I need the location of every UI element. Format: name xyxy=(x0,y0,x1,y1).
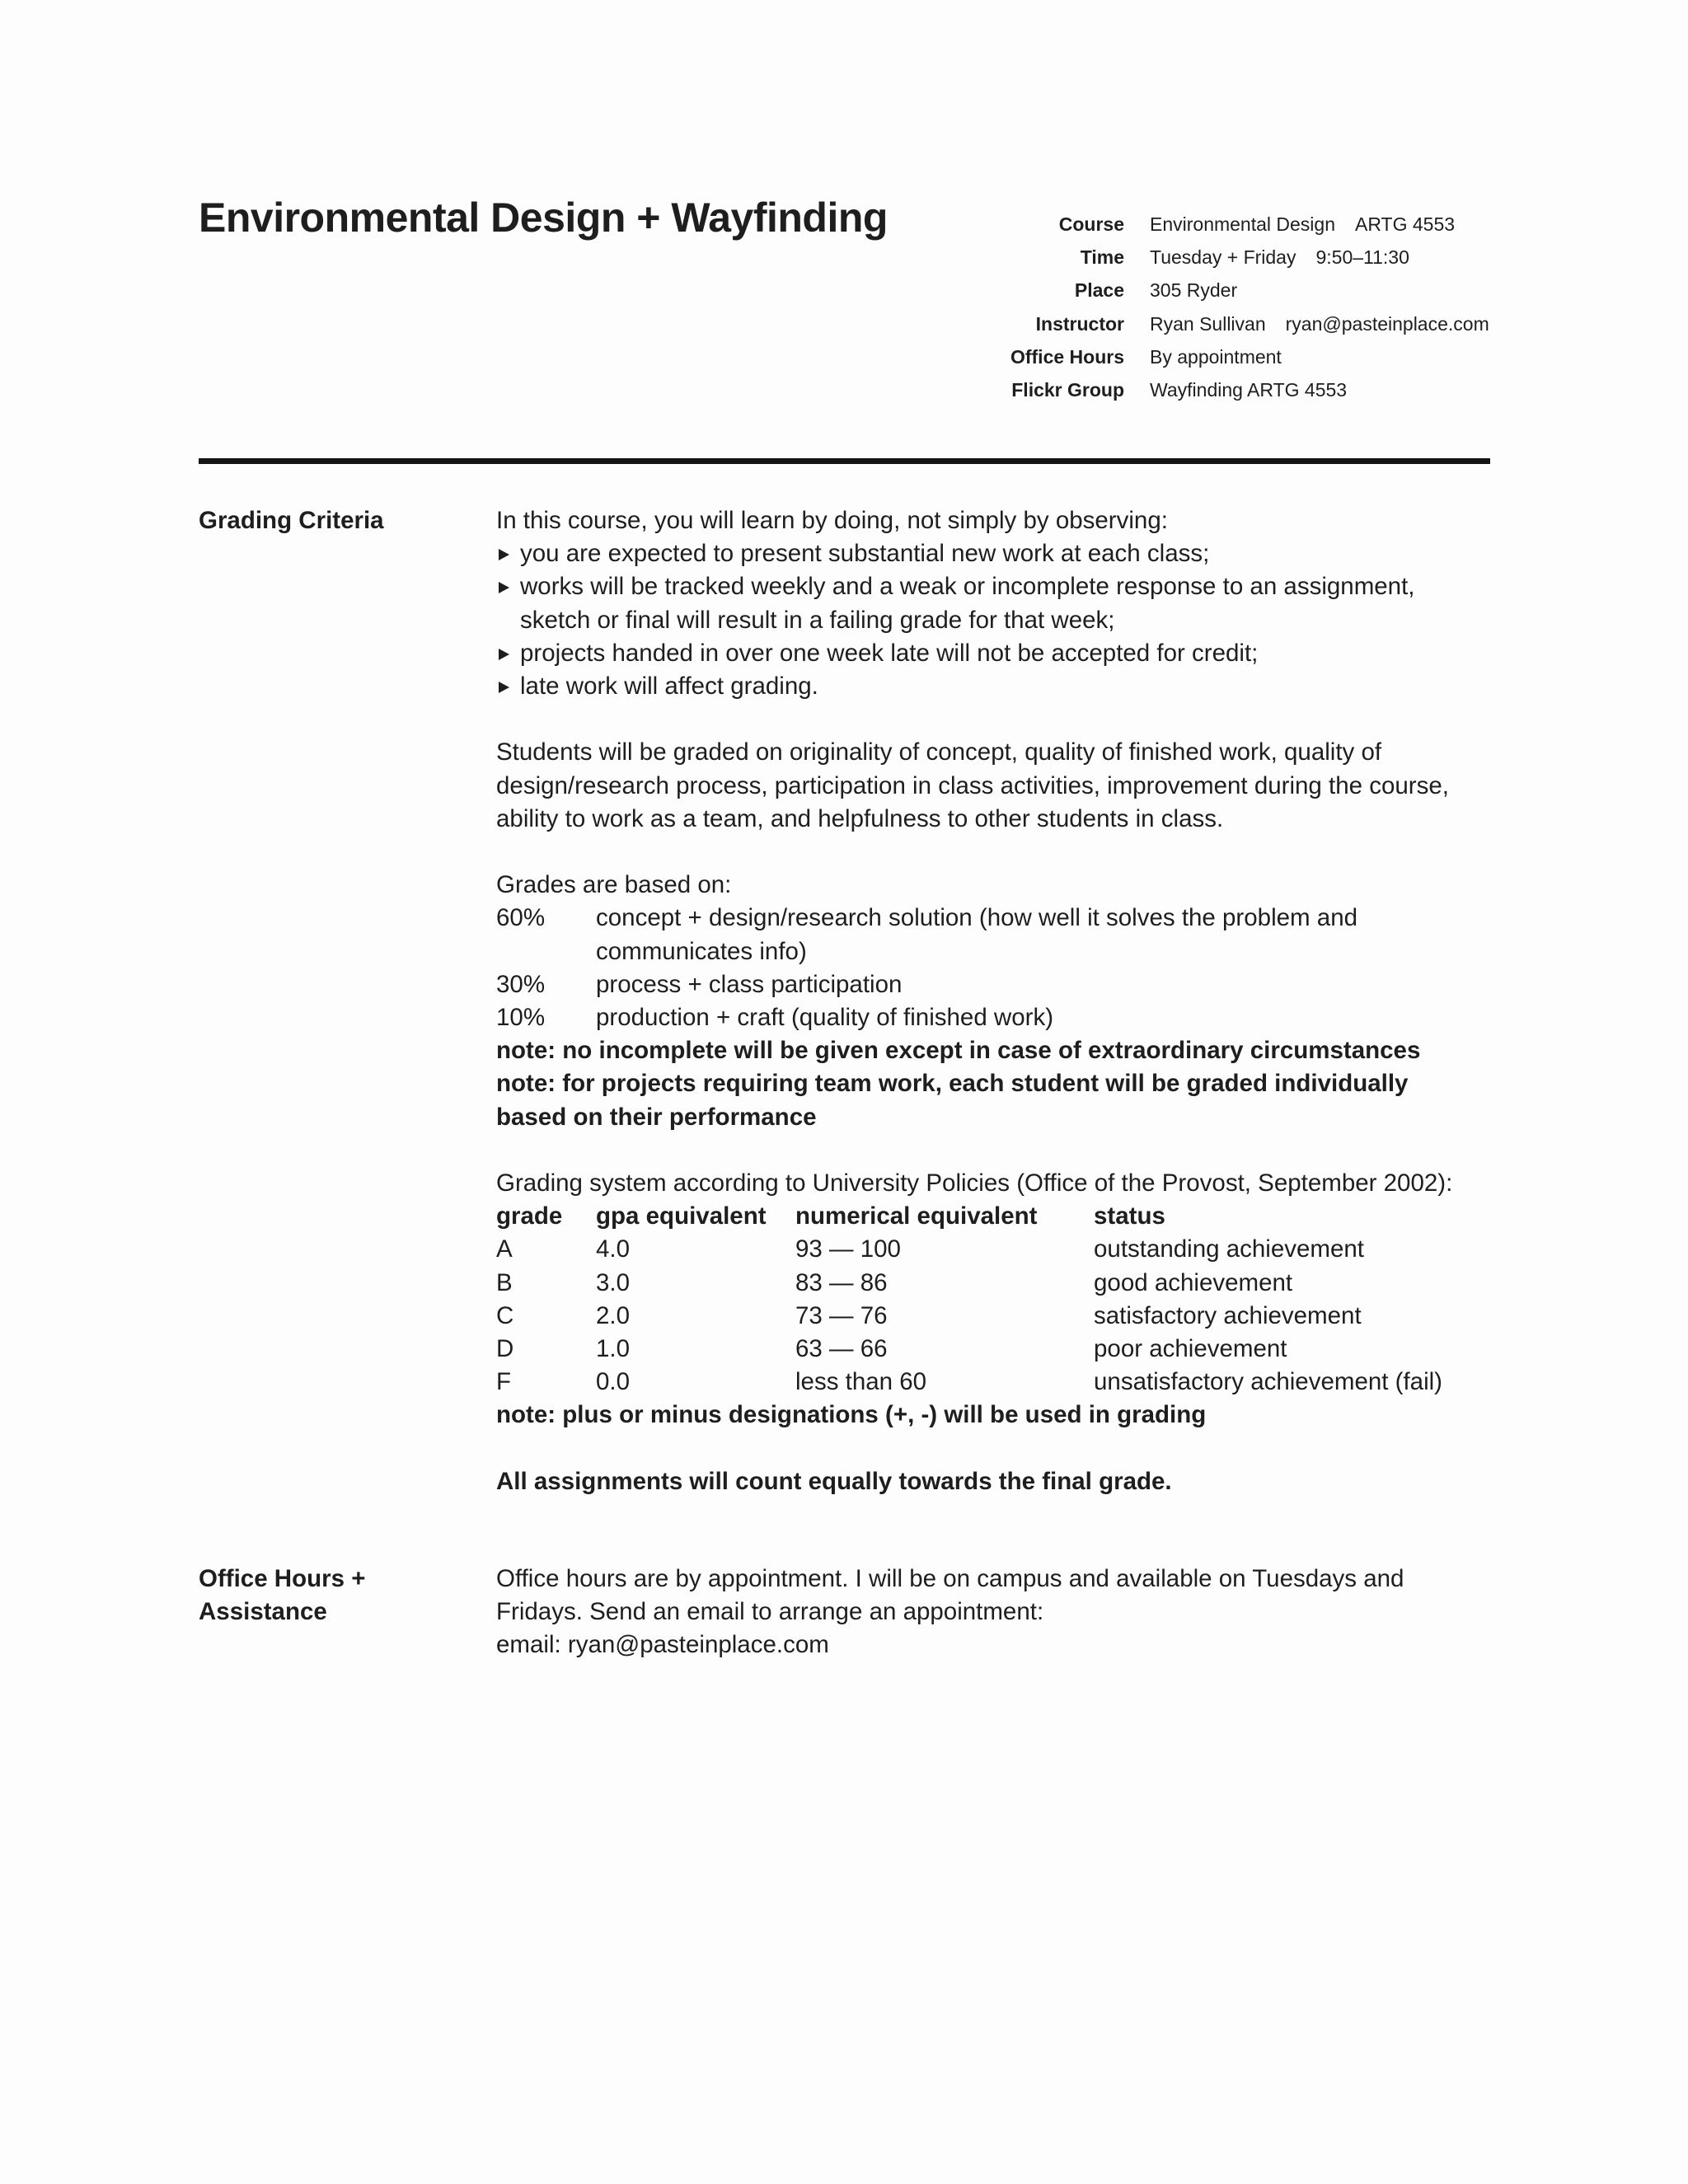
course-code: ARTG 4553 xyxy=(1355,213,1456,235)
bullet-item: late work will affect grading. xyxy=(496,670,1502,703)
table-row xyxy=(496,1233,1502,1266)
office-email-link[interactable]: email: ryan@pasteinplace.com xyxy=(496,1631,829,1659)
numeric-cell: less than 60 xyxy=(795,1368,927,1396)
grade-cell: C xyxy=(496,1301,514,1329)
info-value xyxy=(1150,307,1489,340)
bullet-item: projects handed in over one week late will not be accepted for credit; xyxy=(496,637,1502,670)
grading-criteria-body xyxy=(496,504,1502,1498)
gpa-cell: 0.0 xyxy=(596,1368,631,1396)
info-row-time xyxy=(956,241,1489,274)
gpa-cell: 1.0 xyxy=(596,1335,631,1363)
grading-criteria-heading: Grading Criteria xyxy=(199,507,384,534)
grade-table xyxy=(496,1200,1502,1399)
course-name: Environmental Design xyxy=(1150,213,1336,235)
grade-cell: A xyxy=(496,1235,513,1263)
status-cell: satisfactory achievement xyxy=(1094,1301,1362,1329)
info-value xyxy=(1150,274,1237,307)
office-hours-body xyxy=(496,1563,1502,1662)
numeric-cell: 73 — 76 xyxy=(795,1301,888,1329)
numeric-cell: 83 — 86 xyxy=(795,1268,888,1296)
grade-cell: F xyxy=(496,1368,512,1396)
column-header: grade xyxy=(496,1202,563,1230)
table-row xyxy=(496,1366,1502,1399)
course-place: 305 Ryder xyxy=(1150,279,1238,302)
gpa-cell: 4.0 xyxy=(596,1235,631,1263)
info-label: Course xyxy=(1058,213,1124,235)
info-row-office-hours xyxy=(956,340,1489,373)
bullet-item: you are expected to present substantial new work at each class; xyxy=(496,537,1502,570)
course-days: Tuesday + Friday xyxy=(1150,246,1296,269)
info-value xyxy=(1150,373,1347,406)
info-row-flickr-group xyxy=(956,373,1489,406)
grading-system-intro: Grading system according to University Policies (Office of the Provost, September 2002): xyxy=(496,1169,1453,1197)
table-row xyxy=(496,1333,1502,1366)
weight-description: production + craft (quality of finished work) xyxy=(596,1004,1054,1032)
criteria-paragraph: Students will be graded on originality of concept, quality of finished work, quality of design/research process, participation in class activities, improvement during the course, ability to work as a team, and helpfulness to other students in class. xyxy=(496,738,1449,832)
info-label: Time xyxy=(1080,246,1124,269)
weight-row xyxy=(496,1001,1502,1034)
weight-row xyxy=(496,902,1502,968)
office-hours-text: Office hours are by appointment. I will be on campus and available on Tuesdays and Fridays. Send an email to arrange an appointment: xyxy=(496,1565,1404,1626)
info-row-instructor xyxy=(956,307,1489,340)
weight-percent: 30% xyxy=(496,970,546,998)
gpa-cell: 2.0 xyxy=(596,1301,631,1329)
table-row xyxy=(496,1300,1502,1333)
weight-percent: 60% xyxy=(496,904,546,932)
grade-cell: D xyxy=(496,1335,514,1363)
status-cell: poor achievement xyxy=(1094,1335,1287,1363)
grade-cell: B xyxy=(496,1268,513,1296)
status-cell: good achievement xyxy=(1094,1268,1293,1296)
weight-percent: 10% xyxy=(496,1004,546,1032)
page-title: Environmental Design + Wayfinding xyxy=(199,194,888,241)
office-hours-value: By appointment xyxy=(1150,345,1282,368)
weight-description: process + class participation xyxy=(596,970,903,998)
weight-description: concept + design/research solution (how well it solves the problem and communicates info) xyxy=(596,904,1358,965)
weight-row xyxy=(496,968,1502,1001)
course-hours: 9:50–11:30 xyxy=(1315,246,1409,269)
column-header: status xyxy=(1094,1202,1165,1230)
instructor-email-link[interactable]: ryan@pasteinplace.com xyxy=(1285,312,1489,335)
course-info-block xyxy=(956,208,1489,406)
bullet-item: works will be tracked weekly and a weak or incomplete response to an assignment, sketch or final will result in a failing grade for that week; xyxy=(496,570,1476,636)
column-header: gpa equivalent xyxy=(596,1202,767,1230)
column-header: numerical equivalent xyxy=(795,1202,1038,1230)
info-row-course xyxy=(956,208,1489,241)
header-divider xyxy=(199,458,1490,464)
info-value xyxy=(1150,340,1282,373)
info-value xyxy=(1150,208,1455,241)
office-hours-heading: Office Hours + Assistance xyxy=(199,1565,366,1626)
info-label: Office Hours xyxy=(1010,345,1124,368)
info-value xyxy=(1150,241,1409,274)
grading-intro: In this course, you will learn by doing, not simply by observing: xyxy=(496,507,1168,534)
info-label: Instructor xyxy=(1035,312,1124,335)
note-team-work: note: for projects requiring team work, each student will be graded individually based on their performance xyxy=(496,1070,1409,1131)
gpa-cell: 3.0 xyxy=(596,1268,631,1296)
numeric-cell: 63 — 66 xyxy=(795,1335,888,1363)
note-incomplete: note: no incomplete will be given except in case of extraordinary circumstances xyxy=(496,1037,1421,1065)
numeric-cell: 93 — 100 xyxy=(795,1235,901,1263)
info-label: Place xyxy=(1074,279,1124,302)
info-label: Flickr Group xyxy=(1011,379,1124,401)
status-cell: unsatisfactory achievement (fail) xyxy=(1094,1368,1443,1396)
final-grade-note: All assignments will count equally towards the final grade. xyxy=(496,1467,1172,1495)
grade-table-header xyxy=(496,1200,1502,1233)
instructor-name: Ryan Sullivan xyxy=(1150,312,1266,335)
table-row xyxy=(496,1267,1502,1300)
grades-based-on: Grades are based on: xyxy=(496,871,732,899)
info-row-place xyxy=(956,274,1489,307)
note-plus-minus: note: plus or minus designations (+, -) will be used in grading xyxy=(496,1401,1207,1429)
flickr-group-value: Wayfinding ARTG 4553 xyxy=(1150,379,1348,401)
status-cell: outstanding achievement xyxy=(1094,1235,1365,1263)
